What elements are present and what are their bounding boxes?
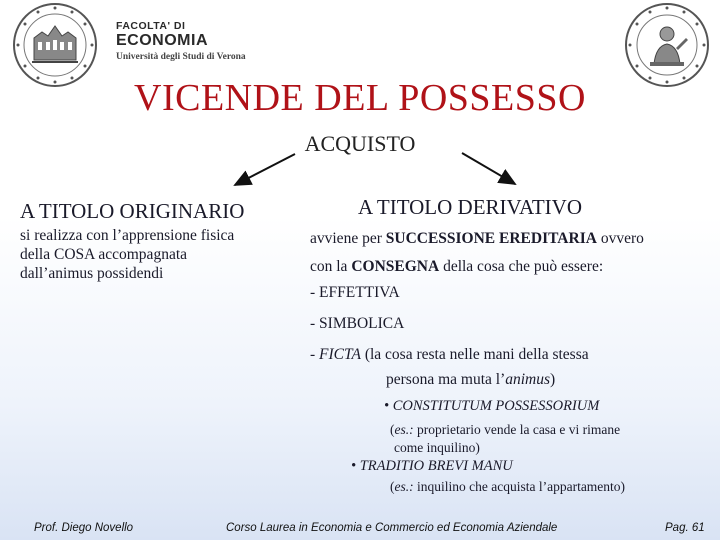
constitutum-example-cont: come inquilino): [394, 440, 480, 455]
derivative-line-2: con la CONSEGNA della cosa che può essere:: [310, 258, 604, 275]
footer-course: Corso Laurea in Economia e Commercio ed Economia Aziendale: [226, 522, 558, 534]
original-heading: A TITOLO ORIGINARIO: [20, 199, 245, 223]
consegna-term: CONSEGNA: [351, 258, 440, 275]
derivative-line-1: avviene per SUCCESSIONE EREDITARIA ovvero: [310, 230, 644, 247]
original-line-3: dall’animus possidendi: [20, 265, 164, 282]
arrow-right: [462, 153, 515, 184]
succession-term: SUCCESSIONE EREDITARIA: [385, 230, 597, 247]
original-line-1: si realizza con l’apprensione fisica: [20, 227, 235, 244]
constitutum-item: • CONSTITUTUM POSSESSORIUM: [384, 398, 600, 414]
faculty-label: FACOLTA' DI: [116, 20, 186, 32]
ficta-continuation: persona ma muta l’animus): [386, 371, 556, 388]
ficta-term: FICTA: [319, 346, 361, 363]
effettiva-item: - EFFETTIVA: [310, 284, 400, 301]
slide-title: VICENDE DEL POSSESSO: [134, 77, 586, 119]
footer-author: Prof. Diego Novello: [34, 522, 134, 534]
original-description: [20, 226, 290, 283]
faculty-name: ECONOMIA: [116, 32, 208, 49]
traditio-example: (es.: inquilino che acquista l’appartamento): [390, 479, 626, 494]
university-name: Università degli Studi di Verona: [116, 52, 246, 62]
footer-page-number: Pag. 61: [665, 522, 705, 534]
constitutum-example: (es.: proprietario vende la casa e vi rimane: [390, 422, 621, 437]
original-line-2: della COSA accompagnata: [20, 246, 188, 263]
ficta-item: - FICTA (la cosa resta nelle mani della stessa: [310, 346, 589, 363]
arrow-left: [235, 154, 295, 185]
traditio-item: • TRADITIO BREVI MANU: [351, 458, 513, 474]
simbolica-item: - SIMBOLICA: [310, 315, 405, 332]
derivative-heading: A TITOLO DERIVATIVO: [358, 195, 582, 219]
slide-subtitle: ACQUISTO: [304, 131, 416, 156]
